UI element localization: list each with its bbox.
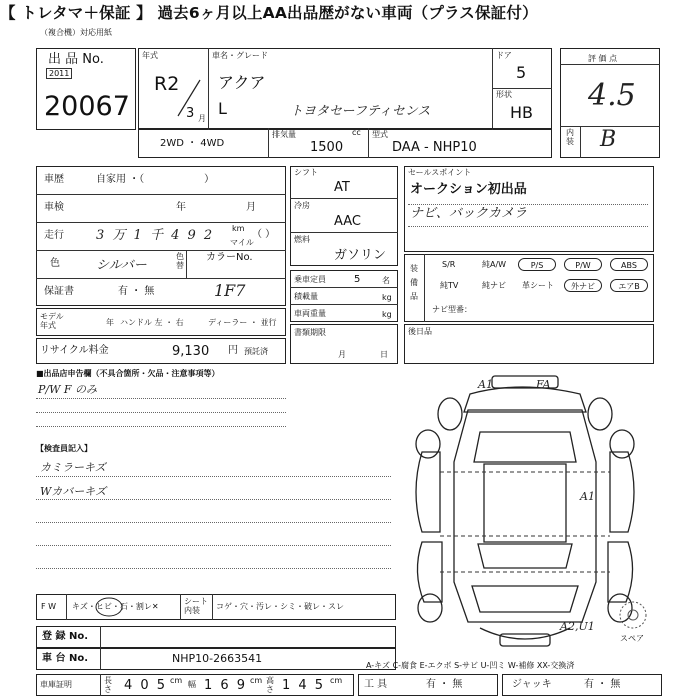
documents-month-unit: 月	[338, 350, 346, 359]
mileage-bracket: （ ）	[252, 229, 276, 240]
damage-fw-items: キズ・ヒビ・石・割レ✕	[72, 602, 159, 611]
spare-label: スペア	[620, 634, 644, 643]
equipment-label: 装備品	[410, 264, 418, 301]
displacement-unit: cc	[352, 128, 361, 137]
registration-row	[36, 626, 396, 648]
color-code-value: 1F7	[214, 281, 246, 300]
equip-pw: P/W	[564, 258, 602, 271]
inspector-label: 【検査員記入】	[36, 444, 92, 453]
lot-label: 出 品 No.	[48, 52, 104, 67]
inspection-year-unit: 年	[176, 202, 186, 213]
model-year-unit: 年	[106, 318, 114, 327]
diagram-mark-rear: A2,U1	[560, 620, 595, 633]
mileage-unit-mile: マイル	[230, 238, 254, 247]
jack-value: 有 ・ 無	[584, 679, 621, 690]
chassis-value: NHP10-2663541	[172, 652, 263, 665]
interior-value: B	[600, 127, 617, 152]
aftermarket-label: 後日品	[408, 327, 432, 336]
year-era: R2	[154, 73, 180, 95]
diagram-mark-right-side: A1	[580, 490, 595, 503]
damage-interior-items: コゲ・穴・汚レ・シミ・破レ・スレ	[216, 602, 344, 611]
width-value: 1 6 9	[204, 678, 248, 693]
history-label: 車歴	[44, 174, 64, 185]
damage-fw-label: F W	[41, 602, 57, 611]
color-swap-label: 色替	[176, 252, 184, 270]
cooling-label: 冷房	[294, 201, 310, 210]
mileage-label: 走行	[44, 230, 64, 241]
equip-leather: 革シート	[522, 281, 554, 290]
diagram-mark-front-right: FA	[536, 378, 551, 391]
color-value: シルバー	[96, 258, 147, 273]
inspector-note-2: Wカバーキズ	[40, 485, 107, 498]
registration-label: 登 録 No.	[42, 631, 89, 642]
name-label: 車名・グレード	[212, 51, 268, 60]
exhibitor-note: P/W F のみ	[38, 383, 98, 396]
doors-value: 5	[516, 63, 527, 82]
shape-label: 形状	[496, 90, 512, 99]
recycle-value: 9,130	[172, 344, 210, 359]
sales-value: オークション初出品	[410, 182, 527, 197]
sheet-title: 【 トレタマ＋保証 】 過去6ヶ月以上AA出品歴がない車両（プラス保証付）	[0, 4, 538, 22]
year-month-unit: 月	[198, 114, 206, 123]
navi-model-label: ナビ型番：	[432, 305, 472, 314]
mileage-unit-km: km	[232, 224, 245, 233]
chassis-label: 車 台 No.	[42, 653, 89, 664]
recycle-note: 預託済	[244, 347, 268, 356]
grade-note: トヨタセーフティセンス	[290, 104, 431, 119]
load-label: 積載量	[294, 292, 318, 301]
damage-legend: A-キズ C-腐食 E-エクボ S-サビ U-凹ミ W-補修 XX-交換済	[366, 661, 575, 670]
load-unit: kg	[382, 293, 392, 302]
equip-alloy: 純A/W	[482, 260, 507, 269]
diagram-mark-front-left: A1	[478, 378, 493, 391]
height-value: 1 4 5	[282, 678, 326, 693]
equip-ps: P/S	[518, 258, 556, 271]
score-value: 4.5	[588, 78, 636, 113]
color-label: 色	[50, 258, 60, 269]
tools-value: 有 ・ 無	[426, 679, 463, 690]
shift-label: シフト	[294, 168, 318, 177]
color-code-label: カラーNo.	[206, 252, 253, 263]
equip-airbag: エアB	[610, 279, 648, 292]
equip-sr: S/R	[442, 260, 456, 269]
sales-note: ナビ、バックカメラ	[410, 206, 527, 221]
damage-interior-label: シート内装	[184, 597, 208, 615]
score-label: 評 価 点	[588, 54, 618, 63]
doors-label: ドア	[496, 51, 512, 60]
model-year-label: モデル年式	[40, 312, 64, 330]
model-label: 型式	[372, 130, 388, 139]
sheet-subheading: （複合機）対応用紙	[40, 28, 112, 37]
inspection-month-unit: 月	[246, 202, 256, 213]
capacity-unit: 名	[382, 276, 390, 285]
model-value: DAA - NHP10	[392, 140, 477, 155]
inspector-note-1: カミラーキズ	[40, 461, 106, 474]
length-unit: cm	[170, 676, 183, 685]
warranty-label: 保証書	[44, 286, 74, 297]
width-unit: cm	[250, 676, 263, 685]
sales-label: セールスポイント	[408, 168, 472, 177]
displacement-value: 1500	[310, 140, 344, 155]
equip-navi: 純ナビ	[482, 281, 506, 290]
fuel-label: 燃料	[294, 235, 310, 244]
lot-number: 20067	[44, 91, 130, 122]
tools-label: 工 具	[364, 679, 388, 690]
shape-value: HB	[510, 103, 534, 122]
history-value: 自家用 ・（ ）	[96, 174, 215, 185]
inspection-label: 車検	[44, 202, 64, 213]
recycle-unit: 円	[228, 345, 238, 356]
exhibitor-label: ■出品店申告欄（不具合箇所・欠品・注意事項等）	[36, 369, 220, 378]
interior-label: 内装	[566, 128, 574, 146]
documents-label: 書類期限	[294, 328, 326, 337]
equipment-row-1	[430, 258, 652, 272]
equip-tv: 純TV	[440, 281, 459, 290]
documents-day-unit: 日	[380, 350, 388, 359]
capacity-label: 乗車定員	[294, 275, 326, 284]
spare-tire-icon	[618, 600, 648, 630]
weight-unit: kg	[382, 310, 392, 319]
displacement-label: 排気量	[272, 130, 296, 139]
equip-ext-navi: 外ナビ	[564, 279, 602, 292]
mileage-value: 3 万 1 千 4 9 2	[96, 228, 215, 243]
vehicle-name: アクア	[218, 73, 266, 92]
drive-type: 2WD ・ 4WD	[160, 138, 225, 149]
aftermarket-box	[404, 324, 654, 364]
weight-label: 車両重量	[294, 309, 326, 318]
fuel-value: ガソリン	[334, 248, 387, 263]
height-unit: cm	[330, 676, 343, 685]
year-month: 3	[186, 106, 195, 121]
damage-fw-circle	[94, 596, 124, 618]
certificate-label: 車庫証明	[40, 680, 72, 689]
lot-year-tag: 2011	[46, 68, 72, 79]
jack-label: ジャッキ	[512, 679, 552, 690]
length-value: 4 0 5	[124, 678, 168, 693]
equip-abs: ABS	[610, 258, 648, 271]
shift-value: AT	[334, 180, 350, 195]
vehicle-grade: L	[218, 99, 227, 118]
capacity-value: 5	[354, 274, 361, 285]
cooling-value: AAC	[334, 214, 361, 229]
handle-side: ハンドル 左 ・ 右	[120, 318, 184, 327]
year-label: 年式	[142, 51, 158, 60]
length-label: 長さ	[104, 676, 112, 694]
width-label: 幅	[188, 680, 196, 689]
equipment-row-2	[430, 279, 652, 293]
dealer-type: ディーラー ・ 並行	[208, 318, 277, 327]
height-label: 高さ	[266, 676, 274, 694]
recycle-label: リサイクル料金	[40, 345, 109, 356]
warranty-value: 有 ・ 無	[118, 286, 155, 297]
